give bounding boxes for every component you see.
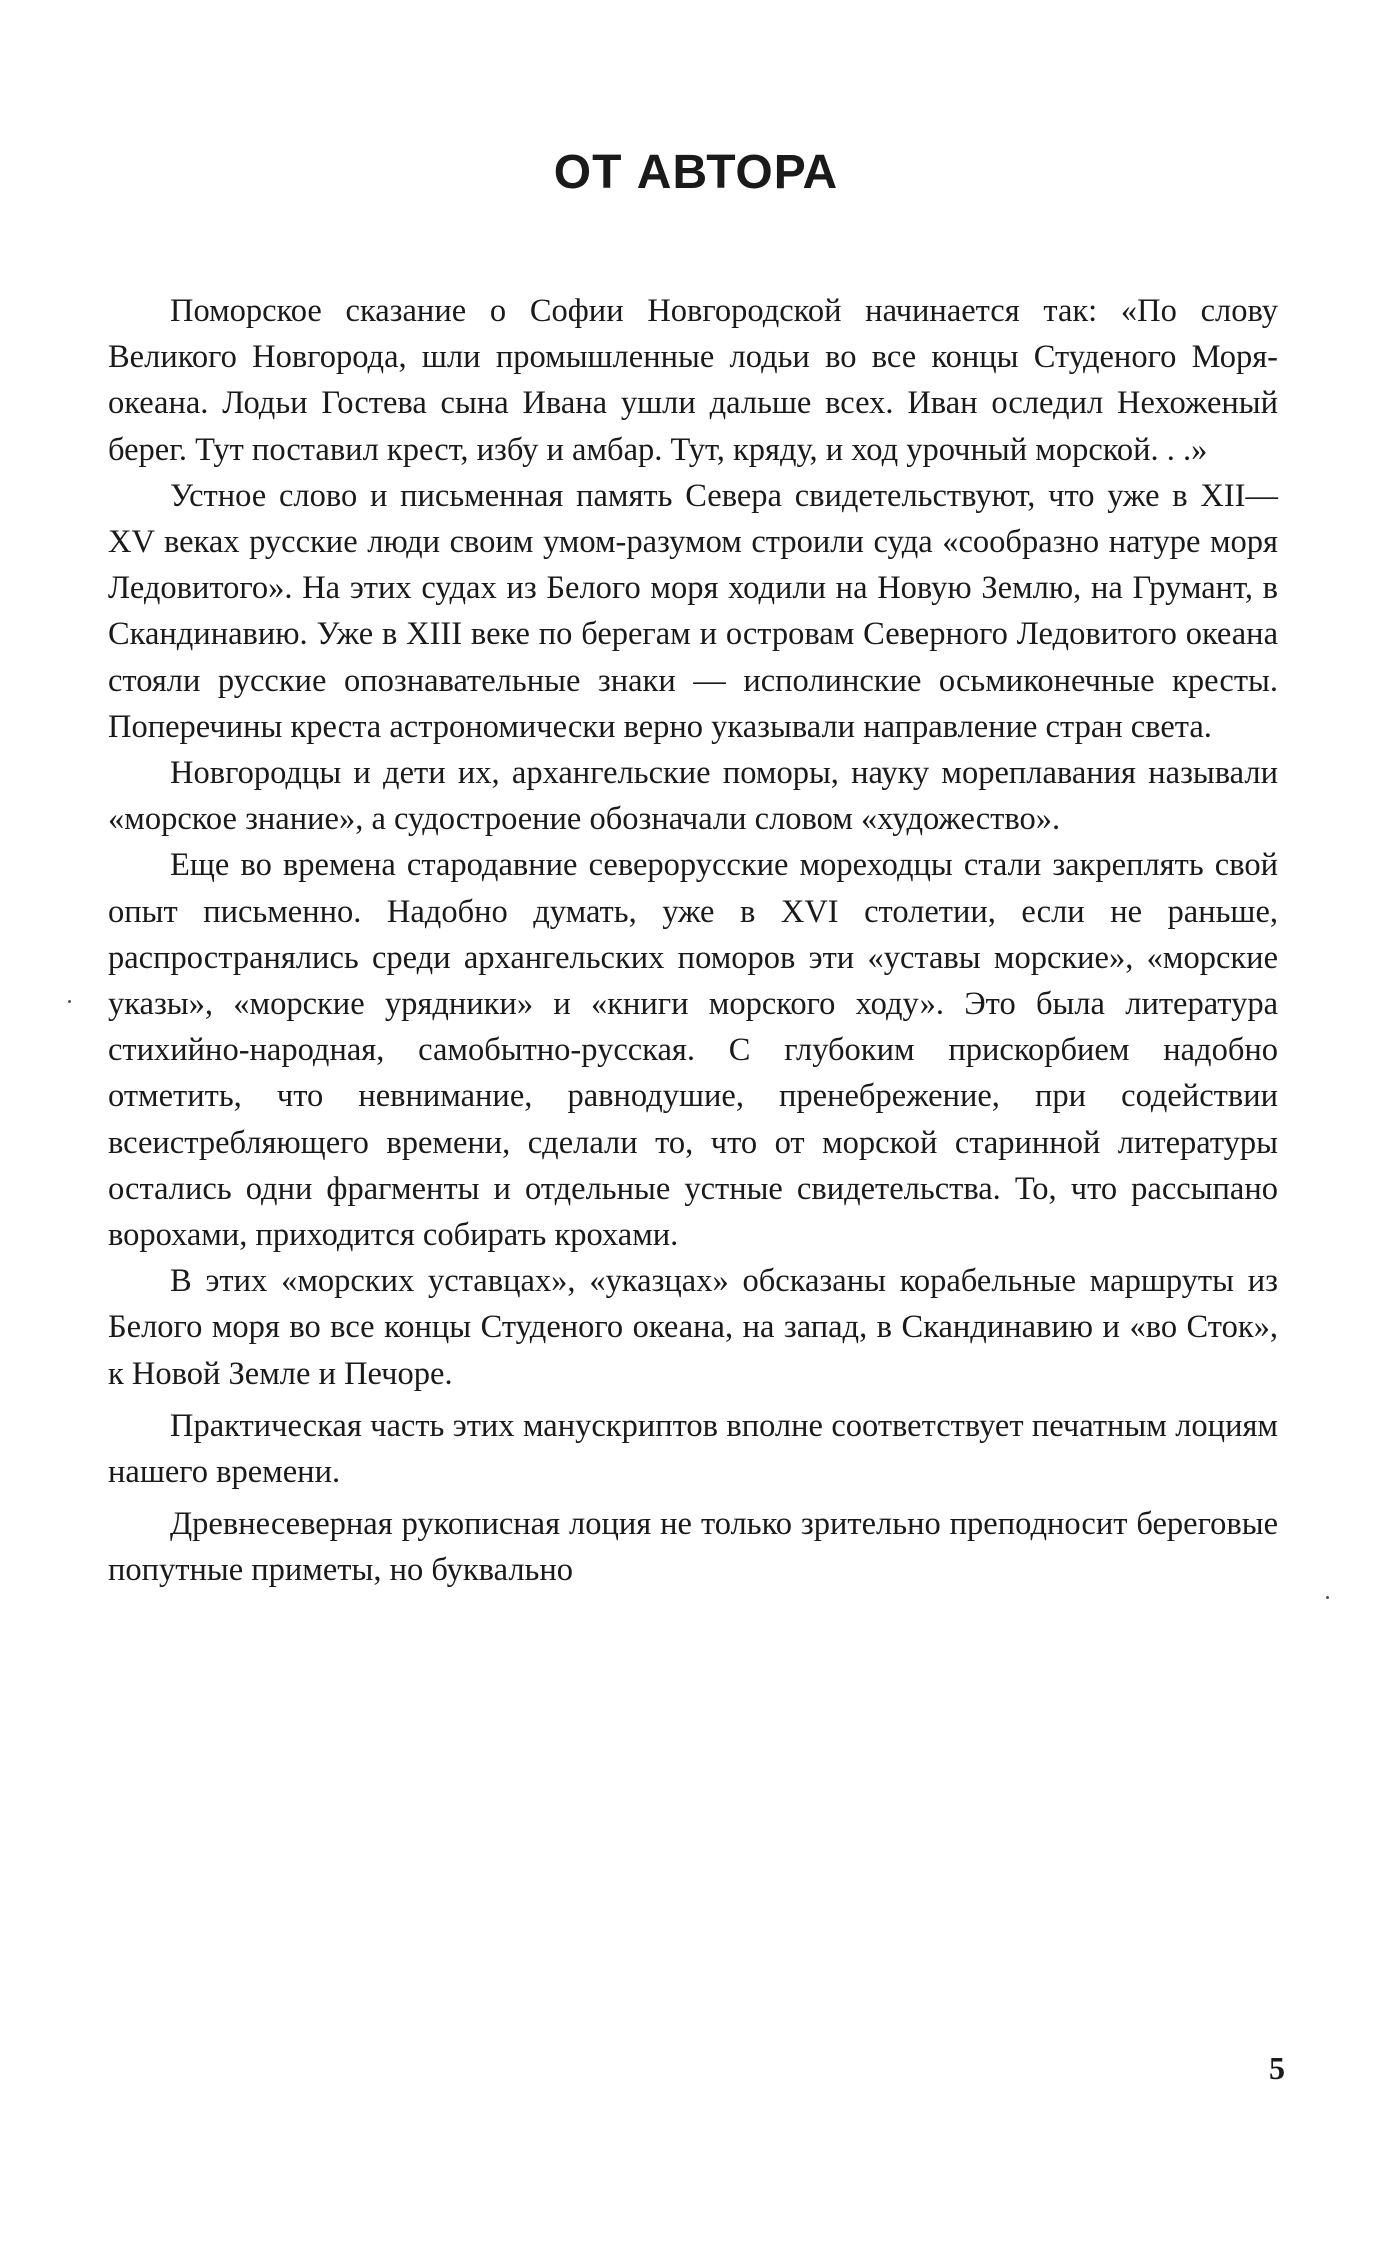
body-text bbox=[108, 288, 1278, 1594]
paragraph: Устное слово и письменная память Севера свидетельствуют, что уже в XII—XV веках русские люди своим умом-разумом строили суда «сообразно натуре моря Ледовитого». На этих судах из Белого моря ходили на Новую Землю, на Грумант, в Скандинавию. Уже в XIII веке по берегам и островам Северного Ледовитого океана стояли русские опознавательные знаки — исполинские осьмиконечные кресты. Поперечины креста астрономически верно указывали направление стран света. bbox=[108, 477, 1278, 745]
paragraph: В этих «морских уставцах», «указцах» обсказаны корабельные маршруты из Белого моря во все концы Студеного океана, на запад, в Скандинавию и «во Сток», к Новой Земле и Печоре. bbox=[108, 1263, 1278, 1392]
scan-speck bbox=[68, 1000, 71, 1003]
chapter-title: ОТ АВТОРА bbox=[553, 146, 839, 199]
scan-speck bbox=[1326, 1596, 1329, 1599]
paragraph: Поморское сказание о Софии Новгородской начинается так: «По слову Великого Новгорода, шли промышленные лодьи во все концы Студеного Моря-океана. Лодьи Гостева сына Ивана ушли дальше всех. Иван оследил Нехоженый берег. Тут поставил крест, избу и амбар. Тут, кряду, и ход урочный морской. . .» bbox=[108, 293, 1278, 468]
paragraph: Новгородцы и дети их, архангельские поморы, науку мореплавания называли «морское знание», а судостроение обозначали словом «художество». bbox=[108, 755, 1278, 838]
paragraph: Еще во времена стародавние северорусские мореходцы стали закреплять свой опыт письменно. Надобно думать, уже в XVI столетии, если не раньше, распространялись среди архангельских поморов эти «уставы морские», «морские указы», «морские урядники» и «книги морского ходу». Это была литература стихийно-народная, самобытно-русская. С глубоким прискорбием надобно отметить, что невнимание, равнодушие, пренебрежение, при содействии всеистребляющего времени, сделали то, что от морской старинной литературы остались одни фрагменты и отдельные устные свидетельства. То, что рассыпано ворохами, приходится собирать крохами. bbox=[108, 847, 1278, 1254]
paragraph: Древнесеверная рукописная лоция не только зрительно преподносит береговые попутные приметы, но буквально bbox=[108, 1506, 1278, 1589]
page-number: 5 bbox=[1269, 2050, 1285, 2086]
paragraph: Практическая часть этих манускриптов вполне соответствует печатным лоциям нашего времени. bbox=[108, 1407, 1278, 1491]
